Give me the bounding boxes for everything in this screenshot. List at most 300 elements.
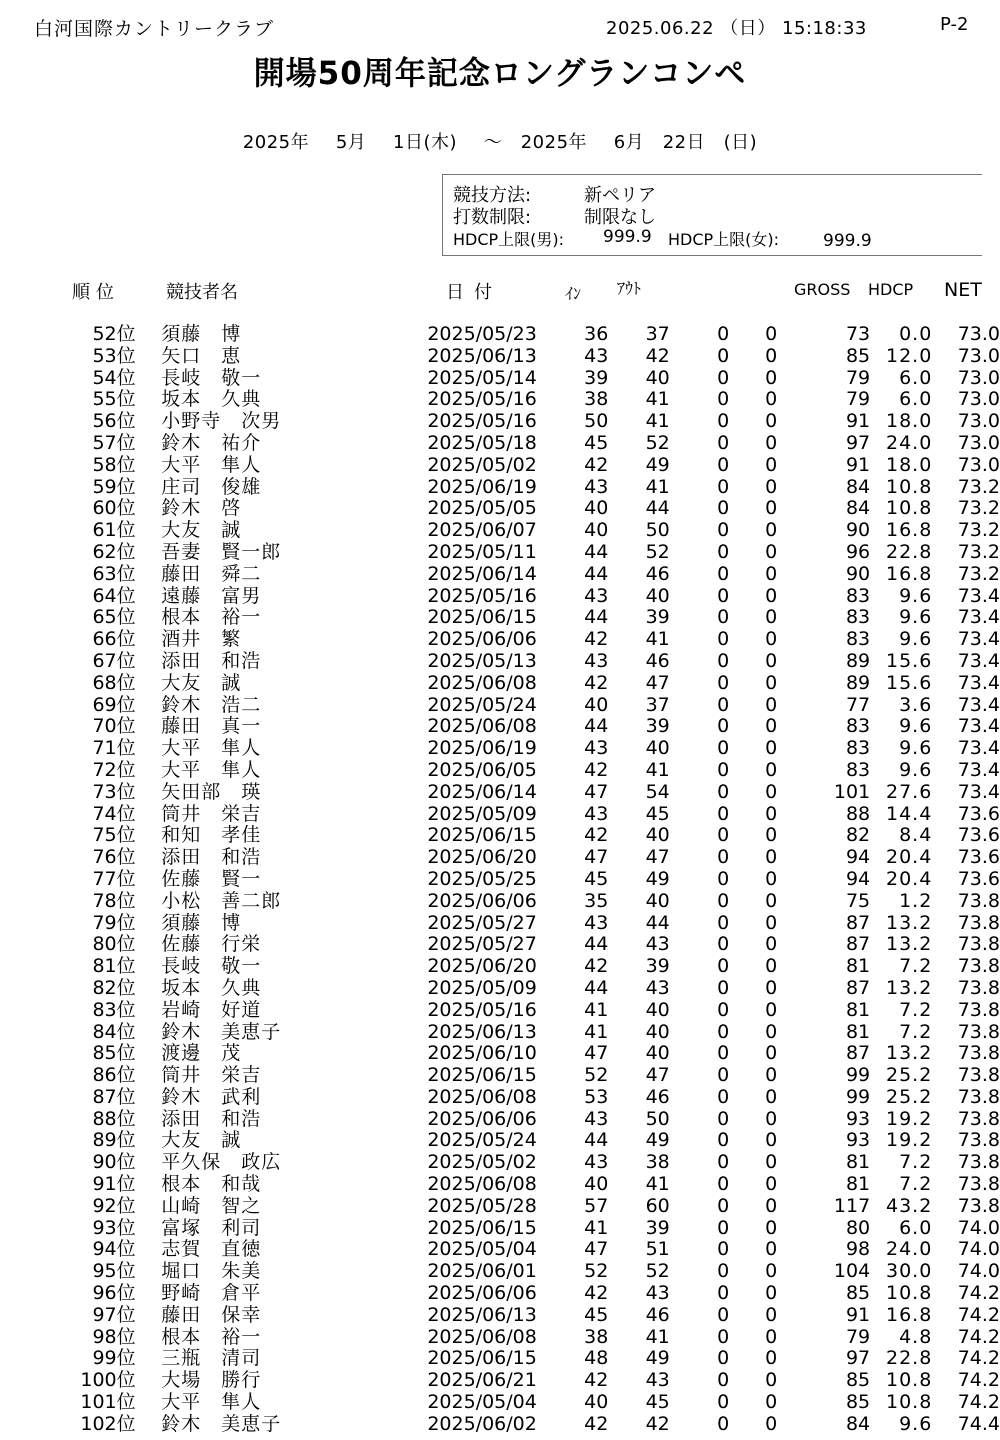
cell-net: 73.6 bbox=[957, 824, 1000, 847]
cell-z2: 0 bbox=[765, 584, 778, 607]
cell-hdcp: 18.0 bbox=[885, 410, 933, 433]
cell-in: 43 bbox=[584, 911, 609, 934]
cell-z1: 0 bbox=[717, 998, 730, 1021]
cell-gross: 89 bbox=[845, 649, 871, 672]
table-row bbox=[0, 498, 1000, 520]
table-row bbox=[0, 586, 1000, 608]
cell-rank: 72位 bbox=[92, 758, 136, 781]
spacer-cell bbox=[136, 455, 162, 477]
cell-out: 43 bbox=[645, 1282, 670, 1305]
cell-z1: 0 bbox=[717, 497, 730, 520]
spacer-cell bbox=[136, 607, 162, 629]
cell-rank: 59位 bbox=[92, 475, 136, 498]
spacer-cell bbox=[136, 586, 162, 608]
table-row bbox=[0, 1152, 1000, 1174]
cell-z1: 0 bbox=[717, 693, 730, 716]
cell-gross: 97 bbox=[845, 431, 871, 454]
cell-z1: 0 bbox=[717, 1216, 730, 1239]
cell-rank: 77位 bbox=[92, 867, 136, 890]
cell-net: 73.2 bbox=[957, 540, 1000, 563]
cell-date: 2025/05/16 bbox=[427, 410, 537, 433]
cell-in: 40 bbox=[584, 519, 609, 542]
cell-hdcp: 13.2 bbox=[885, 976, 933, 999]
cell-out: 40 bbox=[645, 1042, 670, 1065]
cell-in: 38 bbox=[584, 1325, 609, 1348]
cell-hdcp: 19.2 bbox=[885, 1129, 933, 1152]
cell-in: 40 bbox=[584, 1391, 609, 1414]
cell-gross: 91 bbox=[845, 1303, 871, 1326]
cell-rank: 56位 bbox=[92, 410, 136, 433]
cell-gross: 101 bbox=[833, 780, 871, 803]
cell-net: 73.4 bbox=[957, 780, 1000, 803]
cell-z1: 0 bbox=[717, 802, 730, 825]
cell-out: 43 bbox=[645, 1369, 670, 1392]
cell-hdcp: 24.0 bbox=[885, 1238, 933, 1261]
cell-name: 庄司 俊雄 bbox=[161, 475, 262, 498]
table-row bbox=[0, 673, 1000, 695]
cell-in: 38 bbox=[584, 388, 609, 411]
cell-hdcp: 6.0 bbox=[899, 1216, 933, 1239]
cell-z2: 0 bbox=[765, 715, 778, 738]
cell-name: 添田 和浩 bbox=[161, 846, 262, 869]
cell-z2: 0 bbox=[765, 519, 778, 542]
spacer-cell bbox=[136, 433, 162, 455]
cell-out: 43 bbox=[645, 933, 670, 956]
cell-date: 2025/06/10 bbox=[427, 1042, 537, 1065]
table-row bbox=[0, 1392, 1000, 1414]
cell-hdcp: 1.2 bbox=[899, 889, 933, 912]
cell-rank: 53位 bbox=[92, 344, 136, 367]
cell-hdcp: 7.2 bbox=[899, 1173, 933, 1196]
cell-in: 36 bbox=[584, 323, 609, 345]
cell-z1: 0 bbox=[717, 323, 730, 345]
cell-z2: 0 bbox=[765, 628, 778, 651]
cell-z1: 0 bbox=[717, 846, 730, 869]
cell-z1: 0 bbox=[717, 562, 730, 585]
cell-date: 2025/06/02 bbox=[427, 1412, 537, 1435]
table-row bbox=[0, 1327, 1000, 1349]
table-row bbox=[0, 455, 1000, 477]
cell-net: 73.4 bbox=[957, 715, 1000, 738]
column-header-date: 日付 bbox=[446, 282, 502, 303]
cell-in: 40 bbox=[584, 497, 609, 520]
cell-in: 44 bbox=[584, 540, 609, 563]
cell-hdcp: 16.8 bbox=[885, 562, 933, 585]
table-row bbox=[0, 651, 1000, 673]
cell-z2: 0 bbox=[765, 1173, 778, 1196]
cell-gross: 94 bbox=[845, 867, 871, 890]
table-row bbox=[0, 760, 1000, 782]
cell-rank: 65位 bbox=[92, 606, 136, 629]
cell-z1: 0 bbox=[717, 1151, 730, 1174]
table-row bbox=[0, 738, 1000, 760]
cell-net: 73.0 bbox=[957, 431, 1000, 454]
cell-rank: 78位 bbox=[92, 889, 136, 912]
cell-rank: 86位 bbox=[92, 1064, 136, 1087]
cell-name: 鈴木 美恵子 bbox=[161, 1020, 282, 1043]
cell-date: 2025/06/20 bbox=[427, 955, 537, 978]
cell-net: 73.4 bbox=[957, 693, 1000, 716]
cell-rank: 85位 bbox=[92, 1042, 136, 1065]
cell-name: 小松 善二郎 bbox=[161, 889, 282, 912]
cell-in: 52 bbox=[584, 1064, 609, 1087]
cell-z1: 0 bbox=[717, 344, 730, 367]
cell-in: 41 bbox=[584, 998, 609, 1021]
cell-in: 47 bbox=[584, 1238, 609, 1261]
cell-gross: 117 bbox=[833, 1194, 871, 1217]
cell-in: 48 bbox=[584, 1347, 609, 1370]
cell-gross: 91 bbox=[845, 410, 871, 433]
cell-hdcp: 4.8 bbox=[899, 1325, 933, 1348]
cell-hdcp: 7.2 bbox=[899, 1151, 933, 1174]
spacer-cell bbox=[136, 498, 162, 520]
cell-z1: 0 bbox=[717, 1194, 730, 1217]
cell-out: 50 bbox=[645, 1107, 670, 1130]
table-row bbox=[0, 1370, 1000, 1392]
cell-z2: 0 bbox=[765, 976, 778, 999]
cell-name: 小野寺 次男 bbox=[161, 410, 282, 433]
cell-date: 2025/06/08 bbox=[427, 1085, 537, 1108]
cell-z2: 0 bbox=[765, 1347, 778, 1370]
cell-date: 2025/06/08 bbox=[427, 1173, 537, 1196]
cell-z1: 0 bbox=[717, 889, 730, 912]
cell-in: 44 bbox=[584, 562, 609, 585]
spacer-cell bbox=[136, 738, 162, 760]
cell-z2: 0 bbox=[765, 453, 778, 476]
cell-rank: 98位 bbox=[92, 1325, 136, 1348]
cell-net: 73.4 bbox=[957, 584, 1000, 607]
cell-gross: 85 bbox=[845, 1391, 871, 1414]
cell-hdcp: 14.4 bbox=[885, 802, 933, 825]
cell-z1: 0 bbox=[717, 780, 730, 803]
cell-z2: 0 bbox=[765, 1260, 778, 1283]
cell-out: 39 bbox=[645, 715, 670, 738]
table-row bbox=[0, 978, 1000, 1000]
cell-in: 44 bbox=[584, 715, 609, 738]
cell-net: 74.4 bbox=[957, 1412, 1000, 1435]
cell-hdcp: 15.6 bbox=[885, 649, 933, 672]
rules-box bbox=[442, 174, 982, 256]
spacer-cell bbox=[136, 1000, 162, 1022]
cell-name: 堀口 朱美 bbox=[161, 1260, 262, 1283]
cell-date: 2025/05/16 bbox=[427, 388, 537, 411]
cell-gross: 84 bbox=[845, 497, 871, 520]
cell-date: 2025/06/14 bbox=[427, 780, 537, 803]
spacer-cell bbox=[136, 782, 162, 804]
cell-hdcp: 10.8 bbox=[885, 1282, 933, 1305]
cell-z1: 0 bbox=[717, 519, 730, 542]
cell-out: 40 bbox=[645, 998, 670, 1021]
cell-net: 74.2 bbox=[957, 1391, 1000, 1414]
cell-name: 矢口 恵 bbox=[161, 344, 242, 367]
cell-out: 40 bbox=[645, 737, 670, 760]
cell-rank: 79位 bbox=[92, 911, 136, 934]
cell-date: 2025/06/14 bbox=[427, 562, 537, 585]
cell-z2: 0 bbox=[765, 344, 778, 367]
cell-gross: 85 bbox=[845, 1282, 871, 1305]
cell-name: 藤田 保幸 bbox=[161, 1303, 262, 1326]
cell-name: 鈴木 美恵子 bbox=[161, 1412, 282, 1435]
cell-date: 2025/06/08 bbox=[427, 715, 537, 738]
cell-date: 2025/05/09 bbox=[427, 802, 537, 825]
cell-z2: 0 bbox=[765, 366, 778, 389]
cell-z1: 0 bbox=[717, 1347, 730, 1370]
cell-z1: 0 bbox=[717, 1412, 730, 1435]
cell-hdcp: 22.8 bbox=[885, 1347, 933, 1370]
table-row bbox=[0, 956, 1000, 978]
cell-gross: 96 bbox=[845, 540, 871, 563]
cell-z2: 0 bbox=[765, 1369, 778, 1392]
cell-out: 52 bbox=[645, 431, 670, 454]
cell-net: 73.0 bbox=[957, 453, 1000, 476]
cell-out: 39 bbox=[645, 1216, 670, 1239]
cell-date: 2025/06/19 bbox=[427, 475, 537, 498]
cell-name: 根本 裕一 bbox=[161, 606, 262, 629]
club-name: 白河国際カントリークラブ bbox=[34, 18, 275, 40]
cell-z2: 0 bbox=[765, 1107, 778, 1130]
cell-name: 鈴木 武利 bbox=[161, 1085, 262, 1108]
cell-z1: 0 bbox=[717, 1107, 730, 1130]
cell-date: 2025/06/08 bbox=[427, 1325, 537, 1348]
cell-hdcp: 15.6 bbox=[885, 671, 933, 694]
table-row bbox=[0, 477, 1000, 499]
cell-date: 2025/06/06 bbox=[427, 1282, 537, 1305]
cell-z2: 0 bbox=[765, 846, 778, 869]
cell-z1: 0 bbox=[717, 1129, 730, 1152]
cell-gross: 81 bbox=[845, 998, 871, 1021]
cell-name: 佐藤 賢一 bbox=[161, 867, 262, 890]
cell-z2: 0 bbox=[765, 758, 778, 781]
cell-gross: 81 bbox=[845, 955, 871, 978]
cell-hdcp: 25.2 bbox=[885, 1064, 933, 1087]
cell-z2: 0 bbox=[765, 955, 778, 978]
cell-z1: 0 bbox=[717, 955, 730, 978]
cell-z1: 0 bbox=[717, 758, 730, 781]
table-row bbox=[0, 1348, 1000, 1370]
cell-z1: 0 bbox=[717, 410, 730, 433]
cell-name: 大場 勝行 bbox=[161, 1369, 262, 1392]
cell-name: 志賀 直徳 bbox=[161, 1238, 262, 1261]
cell-date: 2025/05/18 bbox=[427, 431, 537, 454]
cell-hdcp: 20.4 bbox=[885, 867, 933, 890]
cell-hdcp: 10.8 bbox=[885, 497, 933, 520]
cell-z2: 0 bbox=[765, 388, 778, 411]
cell-net: 74.2 bbox=[957, 1325, 1000, 1348]
cell-in: 44 bbox=[584, 1129, 609, 1152]
cell-rank: 81位 bbox=[92, 955, 136, 978]
cell-out: 44 bbox=[645, 911, 670, 934]
cell-in: 47 bbox=[584, 1042, 609, 1065]
cell-name: 三瓶 清司 bbox=[161, 1347, 262, 1370]
spacer-cell bbox=[136, 1283, 162, 1305]
cell-in: 43 bbox=[584, 475, 609, 498]
cell-out: 52 bbox=[645, 540, 670, 563]
cell-rank: 99位 bbox=[92, 1347, 136, 1370]
cell-net: 73.8 bbox=[957, 1129, 1000, 1152]
cell-name: 野崎 倉平 bbox=[161, 1282, 262, 1305]
cell-in: 42 bbox=[584, 628, 609, 651]
cell-hdcp: 43.2 bbox=[885, 1194, 933, 1217]
cell-out: 37 bbox=[645, 323, 670, 345]
table-row bbox=[0, 607, 1000, 629]
spacer-cell bbox=[136, 389, 162, 411]
cell-gross: 81 bbox=[845, 1151, 871, 1174]
cell-rank: 80位 bbox=[92, 933, 136, 956]
cell-z2: 0 bbox=[765, 737, 778, 760]
cell-in: 42 bbox=[584, 453, 609, 476]
cell-name: 山崎 智之 bbox=[161, 1194, 262, 1217]
spacer-cell bbox=[136, 346, 162, 368]
cell-out: 47 bbox=[645, 671, 670, 694]
cell-net: 73.2 bbox=[957, 497, 1000, 520]
cell-rank: 55位 bbox=[92, 388, 136, 411]
cell-out: 49 bbox=[645, 867, 670, 890]
cell-name: 酒井 繁 bbox=[161, 628, 242, 651]
cell-hdcp: 13.2 bbox=[885, 911, 933, 934]
cell-hdcp: 6.0 bbox=[899, 388, 933, 411]
cell-rank: 57位 bbox=[92, 431, 136, 454]
cell-net: 73.4 bbox=[957, 758, 1000, 781]
cell-hdcp: 9.6 bbox=[899, 715, 933, 738]
cell-gross: 91 bbox=[845, 453, 871, 476]
cell-z2: 0 bbox=[765, 649, 778, 672]
cell-z1: 0 bbox=[717, 867, 730, 890]
cell-gross: 81 bbox=[845, 1020, 871, 1043]
spacer-cell bbox=[136, 1174, 162, 1196]
cell-net: 73.8 bbox=[957, 1020, 1000, 1043]
cell-z1: 0 bbox=[717, 671, 730, 694]
cell-z2: 0 bbox=[765, 606, 778, 629]
table-row bbox=[0, 1000, 1000, 1022]
cell-rank: 52位 bbox=[92, 323, 136, 345]
cell-name: 添田 和浩 bbox=[161, 649, 262, 672]
cell-z2: 0 bbox=[765, 911, 778, 934]
cell-z2: 0 bbox=[765, 933, 778, 956]
cell-net: 73.8 bbox=[957, 1085, 1000, 1108]
cell-date: 2025/06/08 bbox=[427, 671, 537, 694]
cell-net: 73.4 bbox=[957, 628, 1000, 651]
table-row bbox=[0, 1218, 1000, 1240]
cell-name: 鈴木 浩二 bbox=[161, 693, 262, 716]
cell-in: 41 bbox=[584, 1020, 609, 1043]
cell-out: 40 bbox=[645, 824, 670, 847]
cell-date: 2025/05/25 bbox=[427, 867, 537, 890]
cell-name: 長岐 敬一 bbox=[161, 955, 262, 978]
cell-out: 49 bbox=[645, 1347, 670, 1370]
cell-rank: 89位 bbox=[92, 1129, 136, 1152]
cell-date: 2025/05/02 bbox=[427, 453, 537, 476]
cell-out: 41 bbox=[645, 628, 670, 651]
cell-z1: 0 bbox=[717, 1369, 730, 1392]
spacer-cell bbox=[136, 1261, 162, 1283]
spacer-cell bbox=[136, 1218, 162, 1240]
cell-gross: 94 bbox=[845, 846, 871, 869]
cell-date: 2025/06/13 bbox=[427, 1020, 537, 1043]
cell-net: 73.4 bbox=[957, 671, 1000, 694]
cell-date: 2025/06/15 bbox=[427, 1064, 537, 1087]
cell-in: 47 bbox=[584, 846, 609, 869]
cell-date: 2025/05/27 bbox=[427, 933, 537, 956]
spacer-cell bbox=[136, 564, 162, 586]
cell-rank: 60位 bbox=[92, 497, 136, 520]
cell-net: 74.0 bbox=[957, 1238, 1000, 1261]
cell-hdcp: 9.6 bbox=[899, 584, 933, 607]
cell-out: 46 bbox=[645, 649, 670, 672]
cell-rank: 88位 bbox=[92, 1107, 136, 1130]
column-header-hdcp: HDCP bbox=[868, 280, 914, 299]
cell-net: 73.6 bbox=[957, 867, 1000, 890]
cell-z1: 0 bbox=[717, 453, 730, 476]
cell-in: 41 bbox=[584, 1216, 609, 1239]
cell-name: 大平 隼人 bbox=[161, 758, 262, 781]
spacer-cell bbox=[136, 1305, 162, 1327]
cell-name: 筒井 栄吉 bbox=[161, 1064, 262, 1087]
cell-z1: 0 bbox=[717, 737, 730, 760]
cell-z2: 0 bbox=[765, 867, 778, 890]
cell-out: 47 bbox=[645, 1064, 670, 1087]
cell-z1: 0 bbox=[717, 715, 730, 738]
cell-rank: 97位 bbox=[92, 1303, 136, 1326]
cell-in: 42 bbox=[584, 1282, 609, 1305]
spacer-cell bbox=[136, 673, 162, 695]
spacer-cell bbox=[136, 542, 162, 564]
cell-z2: 0 bbox=[765, 410, 778, 433]
spacer-cell bbox=[136, 324, 162, 346]
cell-date: 2025/05/27 bbox=[427, 911, 537, 934]
cell-z2: 0 bbox=[765, 1238, 778, 1261]
cell-out: 41 bbox=[645, 388, 670, 411]
cell-date: 2025/05/24 bbox=[427, 693, 537, 716]
cell-out: 41 bbox=[645, 758, 670, 781]
cell-gross: 87 bbox=[845, 933, 871, 956]
cell-hdcp: 16.8 bbox=[885, 519, 933, 542]
print-datetime: 2025.06.22 （日） 15:18:33 bbox=[606, 18, 867, 39]
cell-name: 藤田 真一 bbox=[161, 715, 262, 738]
cell-rank: 93位 bbox=[92, 1216, 136, 1239]
cell-z1: 0 bbox=[717, 1042, 730, 1065]
spacer-cell bbox=[136, 1130, 162, 1152]
table-row bbox=[0, 934, 1000, 956]
cell-out: 46 bbox=[645, 562, 670, 585]
cell-name: 藤田 舜二 bbox=[161, 562, 262, 585]
cell-gross: 87 bbox=[845, 1042, 871, 1065]
spacer-cell bbox=[136, 847, 162, 869]
table-row bbox=[0, 389, 1000, 411]
cell-rank: 100位 bbox=[80, 1369, 136, 1392]
cell-out: 42 bbox=[645, 344, 670, 367]
cell-name: 岩崎 好道 bbox=[161, 998, 262, 1021]
cell-out: 47 bbox=[645, 846, 670, 869]
cell-out: 38 bbox=[645, 1151, 670, 1174]
cell-name: 坂本 久典 bbox=[161, 976, 262, 999]
cell-z1: 0 bbox=[717, 388, 730, 411]
cell-hdcp: 9.6 bbox=[899, 758, 933, 781]
cell-rank: 63位 bbox=[92, 562, 136, 585]
cell-gross: 98 bbox=[845, 1238, 871, 1261]
cell-net: 73.8 bbox=[957, 1151, 1000, 1174]
cell-net: 73.8 bbox=[957, 955, 1000, 978]
table-row bbox=[0, 1130, 1000, 1152]
cell-z2: 0 bbox=[765, 671, 778, 694]
cell-date: 2025/05/13 bbox=[427, 649, 537, 672]
cell-net: 73.6 bbox=[957, 846, 1000, 869]
cell-date: 2025/06/15 bbox=[427, 606, 537, 629]
cell-date: 2025/05/04 bbox=[427, 1238, 537, 1261]
cell-out: 40 bbox=[645, 584, 670, 607]
cell-rank: 68位 bbox=[92, 671, 136, 694]
table-row bbox=[0, 1305, 1000, 1327]
cell-net: 73.4 bbox=[957, 606, 1000, 629]
